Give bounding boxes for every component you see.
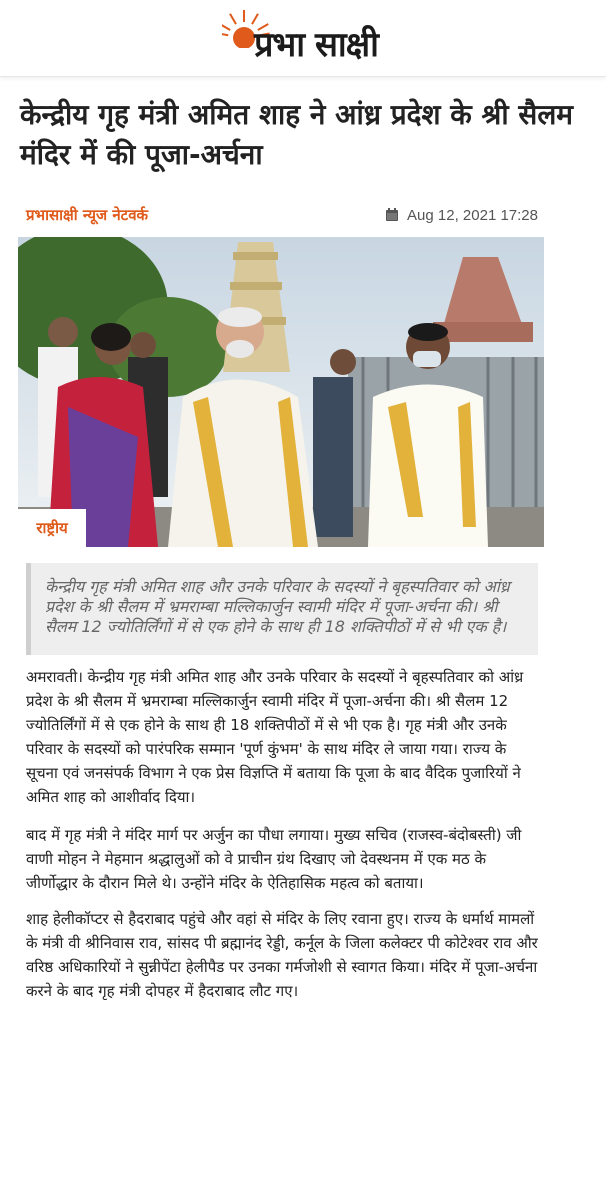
paragraph: अमरावती। केन्द्रीय गृह मंत्री अमित शाह और उनके परिवार के सदस्यों ने बृहस्पतिवार को आंध्र प्रदेश के श्री सैलम में भ्रमराम्बा मल्लिकार्जुन स्वामी मंदिर में पूजा-अर्चना की। श्री सैलम 12 ज्योतिर्लिंगों में से एक होने के साथ ही 18 शक्तिपीठों में से भी एक है। गृह मंत्री और उनके परिवार के सदस्यों को पारंपरिक सम्मान 'पूर्ण कुंभम' के साथ मंदिर ले जाया गया। राज्य के सूचना एवं जनसंपर्क विभाग ने एक प्रेस विज्ञप्ति में बताया कि पूजा के बाद वैदिक पुजारियों ने अमित शाह को आशीर्वाद दिया। [26,668,524,806]
author-link[interactable]: प्रभासाक्षी न्यूज नेटवर्क [26,206,149,224]
paragraph: शाह हेलीकॉप्टर से हैदराबाद पहुंचे और वहां से मंदिर के लिए रवाना हुए। राज्य के धर्मार्थ मामलों के मंत्री वी श्रीनिवास राव, सांसद पी ब्रह्मानंद रेड्डी, कर्नूल के जिला कलेक्टर पी कोटेश्वर राव और वरिष्ठ अधिकारियों ने सुन्नीपेंटा हेलीपैड पर उनका गर्मजोशी से स्वागत किया। मंदिर में पूजा-अर्चना करने के बाद गृह मंत्री दोपहर में हैदराबाद लौट गए। [26,910,538,1000]
calendar-icon [385,208,399,222]
date-text: Aug 12, 2021 17:28 [407,206,538,224]
publish-date [385,207,538,224]
temple-photo [18,237,544,547]
article-meta [0,203,606,227]
site-logo[interactable] [228,8,378,68]
paragraph: बाद में गृह मंत्री ने मंदिर मार्ग पर अर्जुन का पौधा लगाया। मुख्य सचिव (राजस्व-बंदोबस्ती) जी वाणी मोहन ने मेहमान श्रद्धालुओं को वे प्राचीन ग्रंथ दिखाए जो देवस्थनम में एक मठ के जीर्णोद्धार के दौरान मिले थे। उन्होंने मंदिर के ऐतिहासिक महत्व को बताया। [26,826,522,892]
article [0,77,606,1003]
article-image [18,237,544,547]
site-header [0,0,606,77]
article-title: केन्द्रीय गृह मंत्री अमित शाह ने आंध्र प्रदेश के श्री सैलम मंदिर में की पूजा-अर्चना [20,98,574,171]
category-badge[interactable]: राष्ट्रीय [18,509,86,547]
logo-text: प्रभा साक्षी [254,25,378,65]
article-body [0,655,606,1003]
article-summary: केन्द्रीय गृह मंत्री अमित शाह और उनके परिवार के सदस्यों ने बृहस्पतिवार को आंध्र प्रदेश के श्री सैलम में भ्रमराम्बा मल्लिकार्जुन स्वामी मंदिर में पूजा-अर्चना की। श्री सैलम 12 ज्योतिर्लिंगों में से एक होने के साथ ही 18 शक्तिपीठों में से भी एक है। [26,563,538,655]
